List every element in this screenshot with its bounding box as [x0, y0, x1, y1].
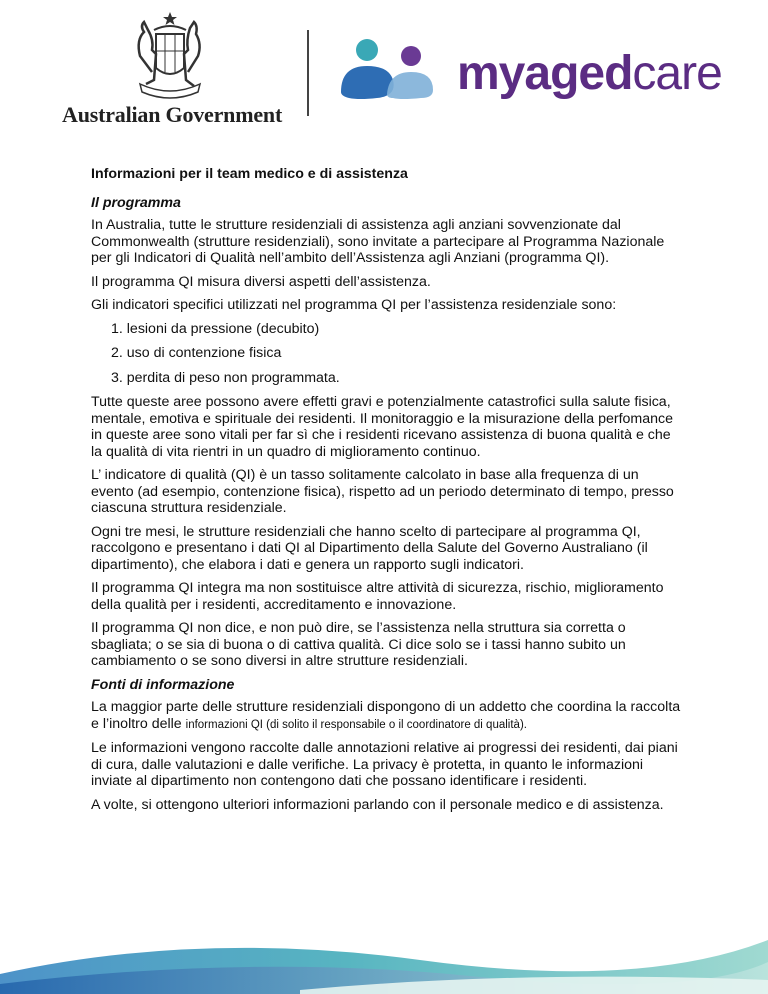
- paragraph: A volte, si ottengono ulteriori informazioni parlando con il personale medico e di assistenza.: [91, 796, 664, 813]
- list-item: 3. perdita di peso non programmata.: [111, 369, 340, 386]
- government-name: Australian Government: [62, 102, 283, 127]
- paragraph: Ogni tre mesi, le strutture residenziali che hanno scelto di partecipare al programma QI, raccolgono e presentano i dati QI al Dipartimento della Salute del Governo Australiano (il dipartimento), che elabora i dati e genera un rapporto sugli indicatori.: [91, 523, 648, 573]
- paragraph: Il programma QI integra ma non sostituisce altre attività di sicurezza, rischio, miglioramento della qualità per i residenti, accreditamento e innovazione.: [91, 580, 664, 613]
- section-heading-programma: Il programma: [91, 194, 181, 211]
- page-header: [0, 0, 768, 140]
- document-body: [91, 166, 681, 820]
- paragraph: Tutte queste aree possono avere effetti gravi e potenzialmente catastrofici sulla salute fisica, mentale, emotiva e spirituale dei residenti. Il monitoraggio e la misurazione della perfomance in queste aree sono vitali per far sì che i residenti ricevano assistenza di buona qualità e che la qualità di vita rientri in un quadro di miglioramento continuo.: [91, 394, 673, 460]
- document-title: Informazioni per il team medico e di assistenza: [91, 166, 408, 182]
- paragraph: In Australia, tutte le strutture residenziali di assistenza agli anziani sovvenzionate dal Commonwealth (strutture residenziali), sono invitate a partecipare al Programma Nazionale per gli Indicatori di Qualità nell’ambito dell’Assistenza agli Anziani (programma QI).: [91, 217, 665, 266]
- paragraph: [91, 699, 681, 733]
- paragraph-text: La maggior parte delle strutture residenziali dispongono di un addetto che coordina la raccolta e l’inoltro delle: [91, 699, 681, 732]
- brand-my: my: [457, 47, 525, 100]
- my-aged-care-wordmark: [457, 46, 722, 101]
- paragraph: Le informazioni vengono raccolte dalle annotazioni relative ai progressi dei residenti, dai piani di cura, dalle valutazioni e dalle verifiche. La privacy è protetta, in quanto le informazioni inviate al dipartimento non contengono dati che possano identificare i residenti.: [91, 740, 678, 789]
- coat-of-arms-icon: [110, 10, 230, 105]
- section-heading-fonti: Fonti di informazione: [91, 676, 235, 693]
- brand-aged: aged: [524, 47, 633, 100]
- list-item: 2. uso di contenzione fisica: [111, 345, 282, 361]
- list-item: 1. lesioni da pressione (decubito): [111, 320, 320, 337]
- paragraph: Il programma QI non dice, e non può dire, se l’assistenza nella struttura sia corretta o sbagliata; o se sia di buona o di cattiva qualità. Ci dice solo se i tassi hanno subito un cambiamento o se sono diversi in altre strutture residenziali.: [91, 620, 626, 669]
- paragraph-text-small: informazioni QI (di solito il responsabile o il coordinatore di qualità).: [185, 718, 527, 731]
- my-aged-care-logo-icon: [337, 36, 437, 102]
- paragraph: Gli indicatori specifici utilizzati nel programma QI per l’assistenza residenziale sono:: [91, 297, 617, 313]
- header-divider: [307, 30, 309, 116]
- paragraph: Il programma QI misura diversi aspetti dell’assistenza.: [91, 273, 431, 290]
- paragraph: L’ indicatore di qualità (QI) è un tasso solitamente calcolato in base alla frequenza di un evento (ad esempio, contenzione fisica), rispetto ad un periodo determinato di tempo, presso ciascuna struttura residenziale.: [91, 467, 674, 516]
- footer-wave-decoration: [0, 900, 768, 994]
- brand-care: care: [632, 47, 722, 100]
